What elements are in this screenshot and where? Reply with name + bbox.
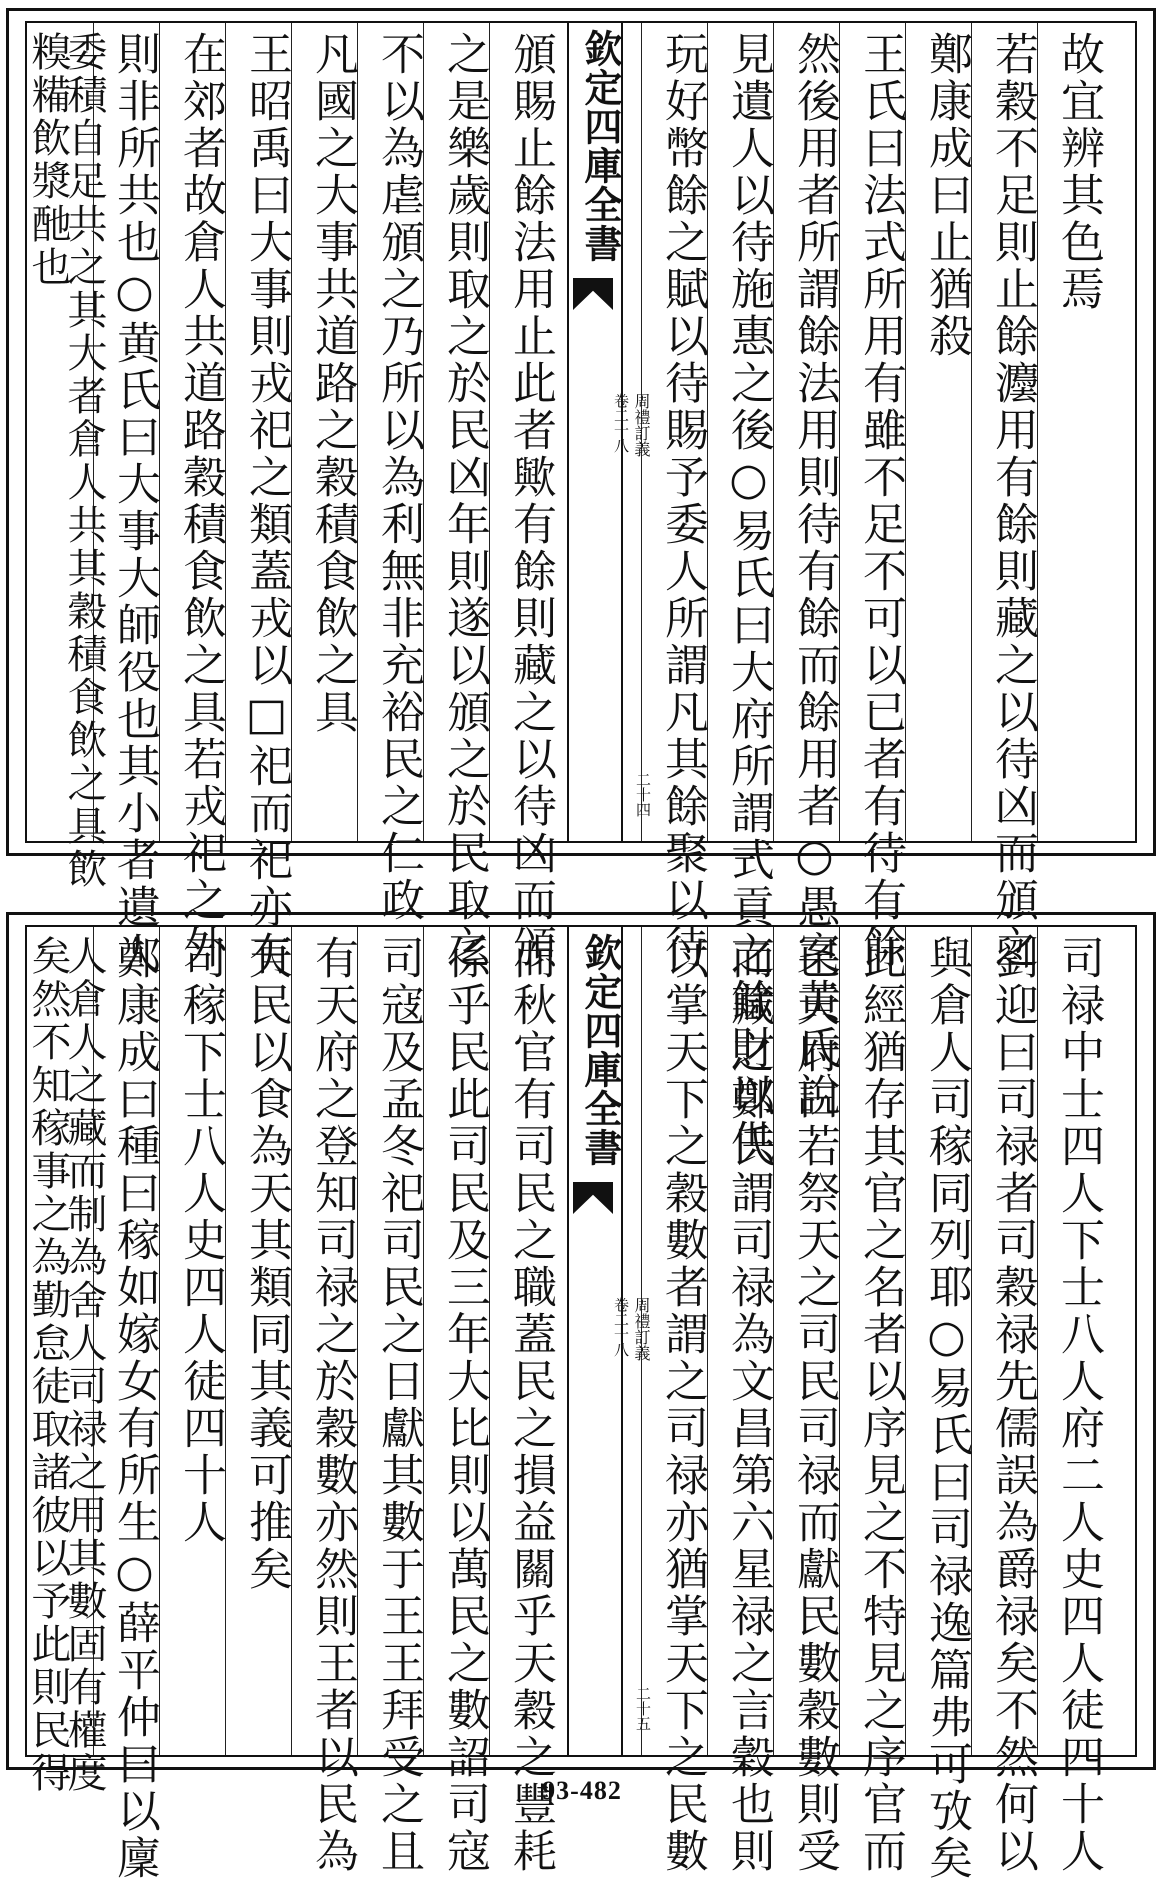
fish-tail-mark (573, 278, 613, 310)
text-column: 故宜辨其色焉 (1053, 31, 1104, 313)
leaf-number: 二十四 (634, 772, 652, 817)
text-column: 見遺人以待施惠之後○易氏曰大府所謂式貢之餘財以供 (723, 31, 774, 1166)
text-column: 然後用者所謂餘法用則待有餘而餘用者○愚案黄氏說 (789, 31, 840, 1119)
text-column: 係乎民此司民及三年大比則以萬民之數詔司寇 (439, 935, 490, 1875)
text-column: 凡國之大事共道路之穀積食飲之具 (307, 31, 358, 736)
text-column: 若穀不足則止餘灋用有餘則藏之以待凶而頒之 (987, 31, 1038, 971)
book-title: 周禮訂義 (632, 393, 651, 457)
leaf-number: 二十五 (634, 1686, 652, 1731)
library-header: 欽定四庫全書 (578, 29, 623, 263)
volume-label: 卷二十八 (612, 393, 630, 453)
text-column: 劉迎曰司禄者司穀禄先儒誤為爵禄矣不然何以 (987, 935, 1038, 1875)
fish-tail-mark (573, 1182, 613, 1214)
text-column: 則非所共也○黄氏曰大事大師役也其小者遺人 (109, 31, 160, 978)
text-column: 人倉人之藏而制為舍人司禄之用其數固有權度 (61, 935, 107, 1795)
text-column: 天民以食為天其類同其義可推矣 (241, 935, 292, 1593)
text-column: 此經猶存其官之名者以序見之不特見之序官而 (855, 935, 906, 1875)
text-column: 鄭康成曰止猶殺 (921, 31, 972, 360)
text-column: 司稼下士八人史四人徒四十人 (175, 935, 226, 1546)
page-number: 93-482 (542, 1776, 622, 1805)
text-column: 不以為虐頒之乃所以為利無非充裕民之仁政 (373, 31, 424, 924)
library-header: 欽定四庫全書 (578, 933, 623, 1167)
text-column: 王昭禹曰大事則戎祀之類蓋戎以□祀而祀亦有 (241, 31, 292, 978)
text-column: 玩好幣餘之賦以待賜予委人所謂凡其餘聚以待 (657, 31, 708, 971)
text-column: 頒賜止餘法用止此者歟有餘則藏之以待凶而頒 (505, 31, 556, 971)
text-column: 糗糒飲漿酏也 (25, 31, 71, 289)
text-column: 司禄中士四人下士八人府二人史四人徒四十人 (1053, 935, 1104, 1875)
text-column: 已天府曰若祭天之司民司禄而獻民數穀數則受 (789, 935, 840, 1875)
text-column: 鄭康成曰種曰稼如嫁女有所生○薛平仲曰以廩 (109, 935, 160, 1882)
running-title (612, 927, 667, 1755)
text-column: 在郊者故倉人共道路穀積食飲之具若戎祀之外 (175, 31, 226, 971)
text-column: 而藏之鄭氏謂司禄為文昌第六星禄之言穀也則 (723, 935, 774, 1875)
text-column: 司寇及孟冬祀司民之日獻其數于王王拜受之且 (373, 935, 424, 1875)
text-column: 矣然不知稼事之為勤怠徒取諸彼以予此則民得 (25, 935, 71, 1795)
volume-label: 卷二十八 (612, 1297, 630, 1357)
text-column: 與倉人司稼同列耶○易氏曰司禄逸篇弗可攷矣 (921, 935, 972, 1882)
running-title (612, 23, 667, 841)
text-column: 而秋官有司民之職蓋民之損益關乎天穀之豐耗 (505, 935, 556, 1875)
text-column: 以掌天下之穀數者謂之司禄亦猶掌天下之民數 (657, 935, 708, 1875)
top-page-frame (25, 21, 1137, 1166)
book-title: 周禮訂義 (632, 1297, 651, 1361)
text-column: 之是樂歲則取之於民凶年則遂以頒之於民取之 (439, 31, 490, 971)
text-column: 委積自足共之其大者倉人共其穀積食飲之具飲 (61, 31, 107, 891)
top-page (6, 8, 1156, 1166)
text-column: 王氏曰法式所用有雖不足不可以已者有待有餘 (855, 31, 906, 971)
text-column: 有天府之登知司禄之於穀數亦然則王者以民為 (307, 935, 358, 1875)
